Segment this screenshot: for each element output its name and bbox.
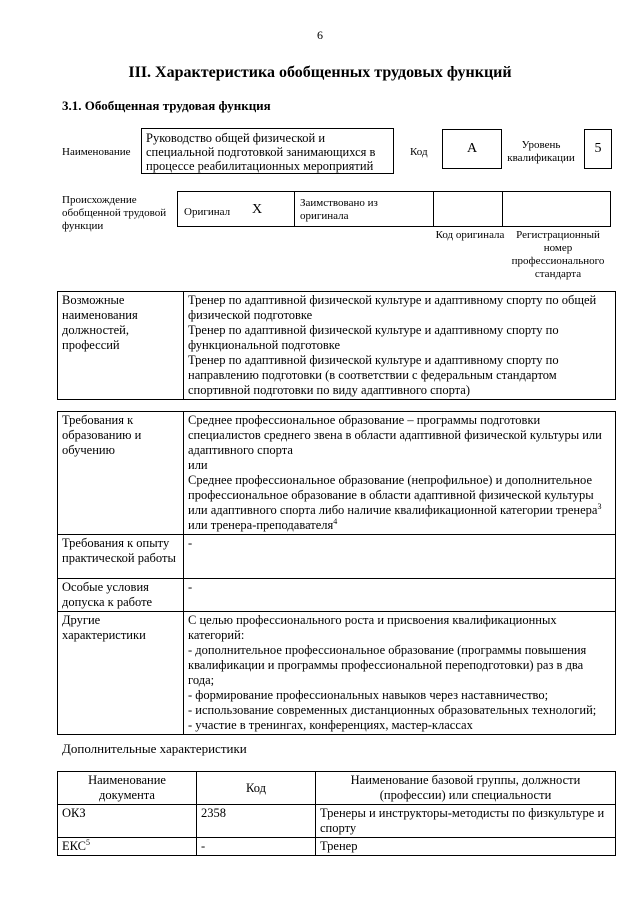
row-document-cell xyxy=(58,838,197,856)
reg-number-caption: Регистрационный номер профессионального стандарта xyxy=(511,229,605,280)
row-document: ОКЗ xyxy=(58,805,197,838)
row-code: 2358 xyxy=(197,805,316,838)
education-footnote-ref-1: 3 xyxy=(597,501,602,511)
origin-divider-1 xyxy=(294,192,295,226)
additional-characteristics-table xyxy=(57,771,616,856)
level-value-box: 5 xyxy=(584,129,612,169)
subsection-title: 3.1. Обобщенная трудовая функция xyxy=(62,98,271,113)
origin-divider-2 xyxy=(433,192,434,226)
origin-label: Происхождение обобщенной трудовой функции xyxy=(62,194,167,232)
footnote-ref: 5 xyxy=(86,837,90,847)
page-number: 6 xyxy=(317,28,323,42)
original-label: Оригинал xyxy=(184,206,231,218)
row-group-name: Тренеры и инструкторы-методисты по физкультуре и спорту xyxy=(316,805,616,838)
special-conditions-value: - xyxy=(184,579,616,612)
positions-value: Тренер по адаптивной физической культуре и адаптивному спорту по общей физической подготовке Тренер по адаптивной физической культуре и адаптивному спорту по функциональной подготовке Тренер по адаптивной физической культуре и адаптивному спорту по направлению подготовки (в соответствии с федеральным стандартом спортивной подготовки по виду адаптивного спорта) xyxy=(184,292,616,400)
code-label: Код xyxy=(410,146,428,158)
level-label: Уровень квалификации xyxy=(507,139,575,164)
additional-characteristics-title: Дополнительные характеристики xyxy=(62,741,247,756)
education-value: Среднее профессиональное образование – программы подготовки специалистов среднего звена в области адаптивной физической культуры или адаптивного спорта или Среднее профессиональное образование (непрофильное) и дополнительное профессиональное образование в области адаптивной физической культуры или адаптивного спорта либо наличие квалификационной категории тренера xyxy=(188,413,602,517)
function-code-box: A xyxy=(442,129,502,169)
header-code: Код xyxy=(197,772,316,805)
origin-divider-3 xyxy=(502,192,503,226)
row-document: ЕКС xyxy=(62,839,86,853)
borrowed-label: Заимствовано из оригинала xyxy=(300,197,378,222)
positions-table xyxy=(57,291,616,400)
name-label: Наименование xyxy=(62,146,131,158)
experience-label: Требования к опыту практической работы xyxy=(58,535,184,579)
education-tail: или тренера-преподавателя xyxy=(188,518,334,532)
original-mark: X xyxy=(252,202,263,217)
origin-row xyxy=(177,191,611,227)
education-cell xyxy=(184,412,616,535)
education-footnote-ref-2: 4 xyxy=(333,516,338,526)
other-characteristics-value: С целью профессионального роста и присвоения квалификационных категорий: - дополнительное профессиональное образование (программы повышения квалификации и программы профессиональной переподготовки) раз в два года; - формирование профессиональных навыков через наставничество; - использование современных дистанционных образовательных технологий; - участие в тренингах, конференциях, мастер-классах xyxy=(184,612,616,735)
special-conditions-label: Особые условия допуска к работе xyxy=(58,579,184,612)
header-document: Наименование документа xyxy=(58,772,197,805)
other-characteristics-label: Другие характеристики xyxy=(58,612,184,735)
experience-value: - xyxy=(184,535,616,579)
positions-label: Возможные наименования должностей, профессий xyxy=(58,292,184,400)
section-title: III. Характеристика обобщенных трудовых функций xyxy=(128,64,512,81)
requirements-table xyxy=(57,411,616,735)
row-code: - xyxy=(197,838,316,856)
header-group-name: Наименование базовой группы, должности (профессии) или специальности xyxy=(316,772,616,805)
code-original-caption: Код оригинала xyxy=(435,229,505,241)
education-label: Требования к образованию и обучению xyxy=(58,412,184,535)
row-group-name: Тренер xyxy=(316,838,616,856)
function-name-box: Руководство общей физической и специальной подготовкой занимающихся в процессе реабилитационных мероприятий xyxy=(141,128,394,174)
